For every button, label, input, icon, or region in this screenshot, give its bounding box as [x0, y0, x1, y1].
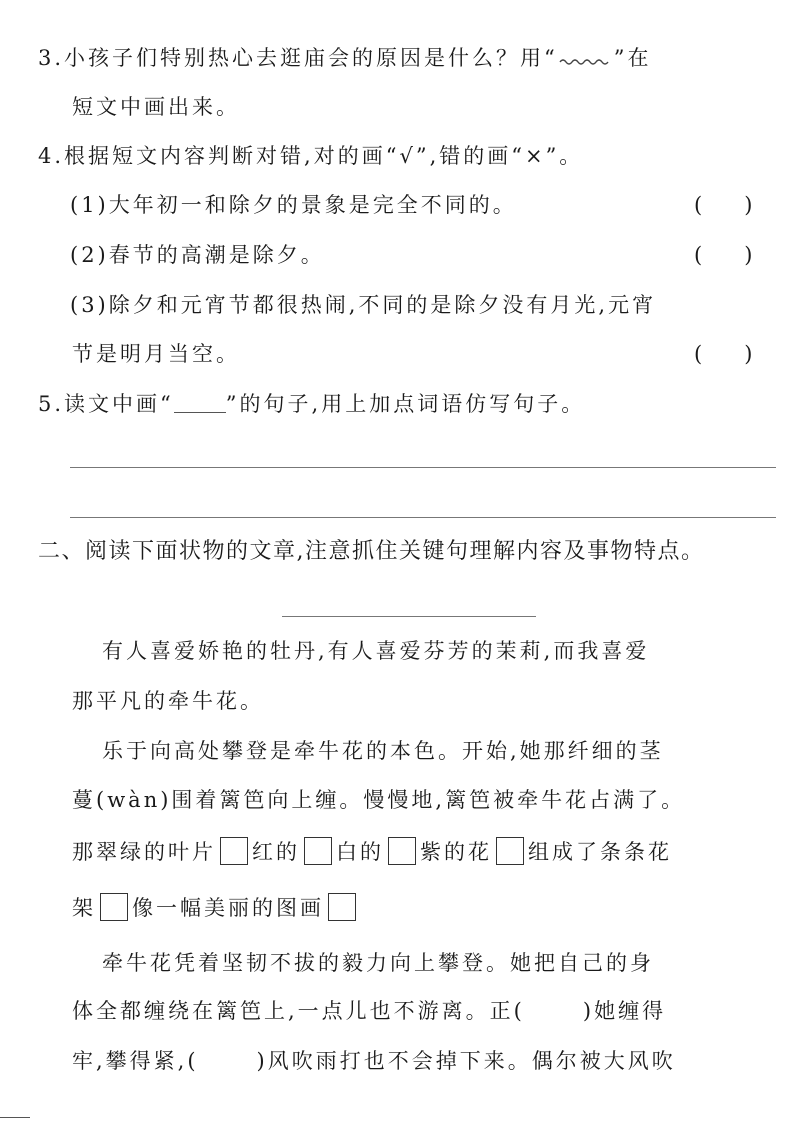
passage-p3-line-2: [0, 996, 794, 1026]
q4-instruction: [0, 141, 794, 171]
straight-underline-mark: [174, 394, 226, 413]
q4-item-2: [0, 240, 794, 270]
q5-text-start: 5.读文中画“: [38, 392, 174, 416]
passage-p2-line-3: [0, 837, 794, 867]
wavy-underline-mark: [558, 53, 614, 69]
punctuation-box-4[interactable]: [496, 837, 524, 865]
q4-item-2-text: (2)春节的高潮是除夕。: [70, 243, 325, 267]
passage-p2-text-3e: 组成了条条花: [528, 840, 672, 864]
q3-text-end: ”在: [613, 46, 652, 70]
page-corner-mark: [0, 1117, 30, 1118]
q5-text-end: ”的句子,用上加点词语仿写句子。: [225, 392, 586, 416]
passage-p2-line-2: [0, 785, 794, 815]
q3-line-2: [0, 92, 794, 122]
passage-p1-line-2: [0, 686, 794, 716]
passage-p2-text-2: 蔓(wàn)围着篱笆向上缠。慢慢地,篱笆被牵牛花占满了。: [72, 788, 686, 812]
passage-p3-text-3b: )风吹雨打也不会掉下来。偶尔被大风吹: [256, 1049, 676, 1073]
passage-p1-line-1: [0, 636, 794, 666]
passage-p2-text-1: 乐于向高处攀登是牵牛花的本色。开始,她那纤细的茎: [102, 739, 664, 763]
q4-instruction-text: 4.根据短文内容判断对错,对的画“√”,错的画“×”。: [38, 144, 584, 168]
passage-p3-text-2a: 体全都缠绕在篱笆上,一点儿也不游离。正(: [72, 999, 525, 1023]
q4-item-2-answer-paren[interactable]: ( ): [694, 243, 753, 267]
punctuation-box-1[interactable]: [220, 837, 248, 865]
q3-line-1: [0, 43, 794, 73]
q4-item-1-answer-paren[interactable]: ( ): [694, 193, 753, 217]
passage-p3-text-1: 牵牛花凭着坚韧不拔的毅力向上攀登。她把自己的身: [102, 951, 654, 975]
q4-item-3-line-1: [0, 290, 794, 320]
punctuation-box-3[interactable]: [388, 837, 416, 865]
passage-p2-text-3d: 紫的花: [420, 840, 492, 864]
passage-p3-text-2b: )她缠得: [582, 999, 667, 1023]
passage-p2-text-3c: 白的: [336, 840, 384, 864]
passage-p1-text-1: 有人喜爱娇艳的牡丹,有人喜爱芬芳的茉莉,而我喜爱: [102, 639, 650, 663]
section-2-heading-text: 二、阅读下面状物的文章,注意抓住关键句理解内容及事物特点。: [38, 539, 705, 564]
punctuation-box-5[interactable]: [100, 893, 128, 921]
q5-answer-line-2[interactable]: [70, 517, 776, 518]
q4-item-3-text-2: 节是明月当空。: [72, 342, 240, 366]
q5-answer-line-1[interactable]: [70, 467, 776, 468]
q5-line: [0, 389, 794, 419]
q4-item-1: [0, 190, 794, 220]
passage-p2-line-1: [0, 736, 794, 766]
passage-p1-text-2: 那平凡的牵牛花。: [72, 689, 264, 713]
section-2-heading: [0, 537, 794, 567]
passage-p2-line-4: [0, 893, 794, 923]
q4-item-3-answer-paren[interactable]: ( ): [694, 342, 753, 366]
q3-text-start: 3.小孩子们特别热心去逛庙会的原因是什么？用“: [38, 46, 558, 70]
punctuation-box-6[interactable]: [328, 893, 356, 921]
q4-item-3-line-2: [0, 339, 794, 369]
passage-p3-line-1: [0, 948, 794, 978]
passage-p2-text-3a: 那翠绿的叶片: [72, 840, 216, 864]
punctuation-box-2[interactable]: [304, 837, 332, 865]
passage-p2-text-4a: 架: [72, 896, 96, 920]
passage-p3-text-3a: 牢,攀得紧,(: [72, 1049, 199, 1073]
q4-item-1-text: (1)大年初一和除夕的景象是完全不同的。: [70, 193, 517, 217]
passage-p2-text-3b: 红的: [252, 840, 300, 864]
passage-p3-line-3: [0, 1046, 794, 1076]
q3-text-line2: 短文中画出来。: [72, 95, 240, 119]
passage-title-blank[interactable]: [282, 616, 536, 617]
passage-p2-text-4b: 像一幅美丽的图画: [132, 896, 324, 920]
q4-item-3-text-1: (3)除夕和元宵节都很热闹,不同的是除夕没有月光,元宵: [70, 293, 657, 317]
